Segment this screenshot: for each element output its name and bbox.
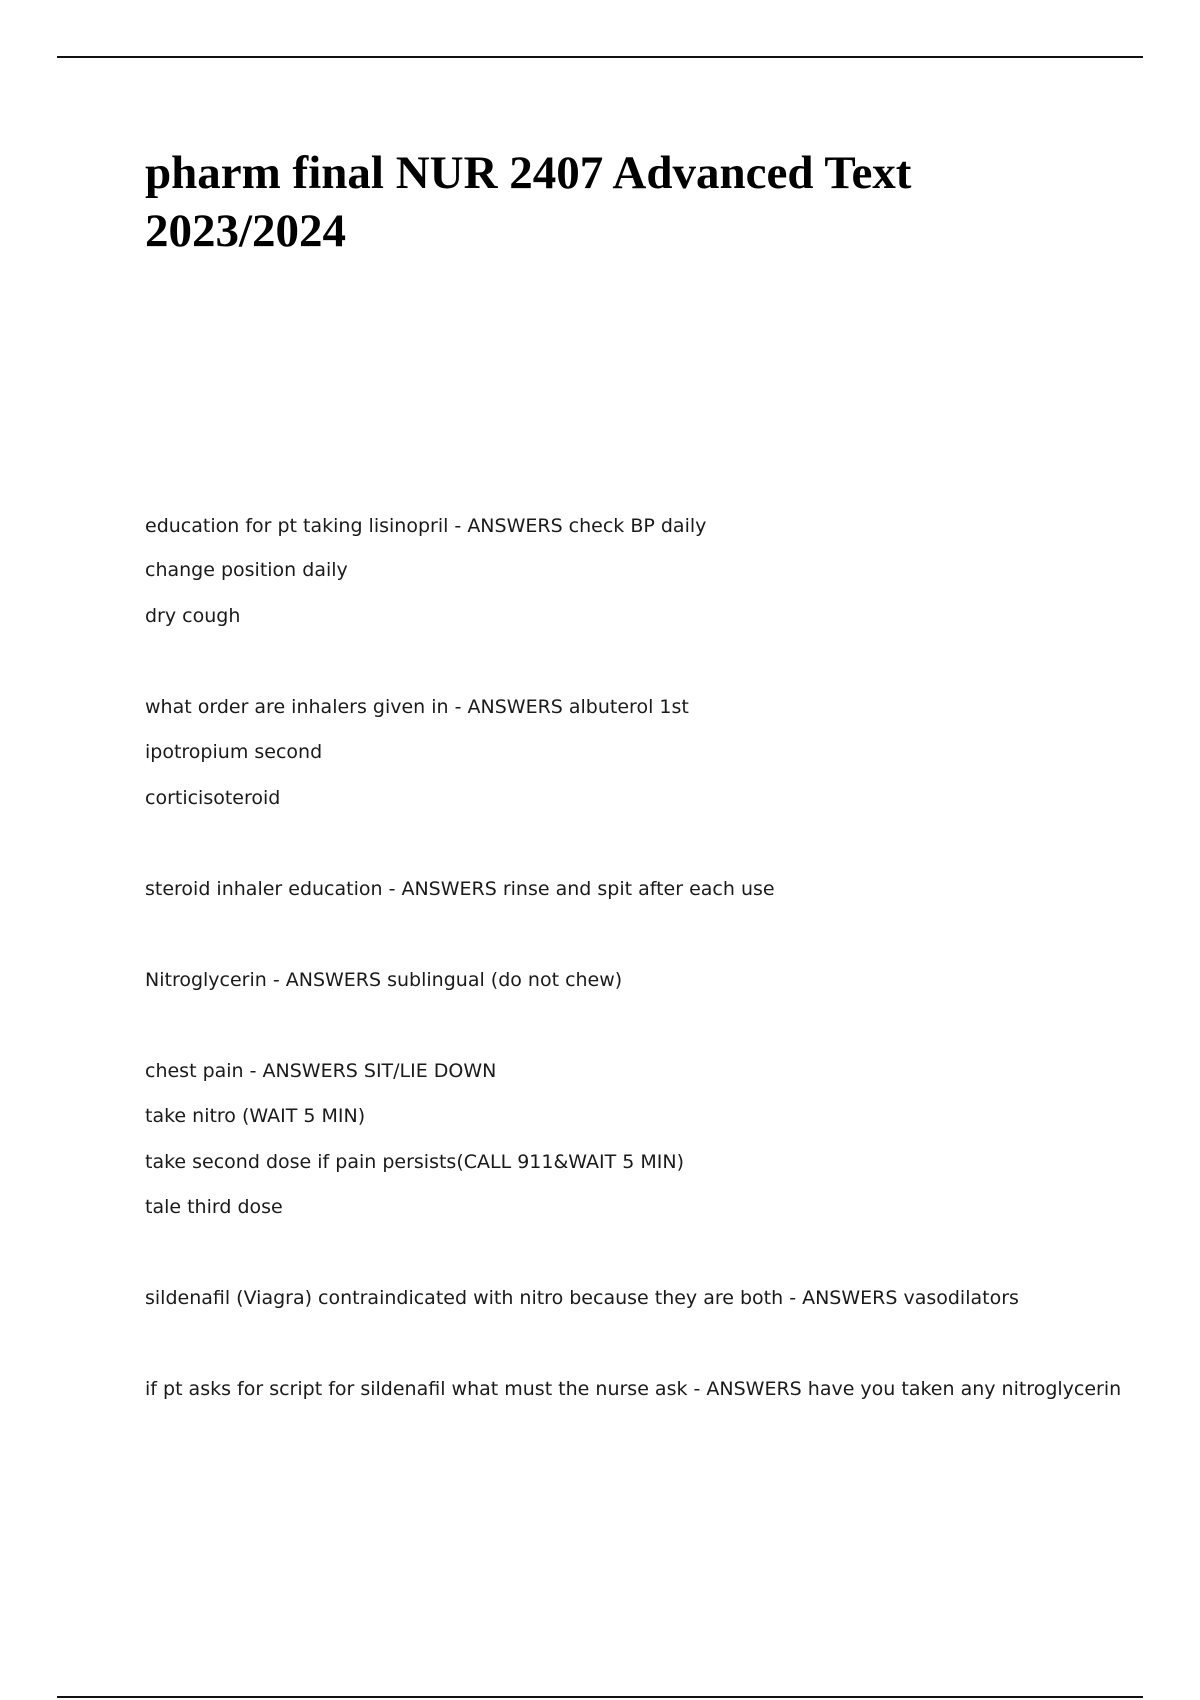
page-title: pharm final NUR 2407 Advanced Text 2023/2024 bbox=[145, 147, 912, 257]
list-item: take second dose if pain persists(CALL 911&WAIT 5 MIN) bbox=[145, 1151, 685, 1173]
top-rule bbox=[57, 56, 1143, 58]
list-item: tale third dose bbox=[145, 1196, 283, 1218]
list-item: ipotropium second bbox=[145, 741, 323, 763]
list-item: change position daily bbox=[145, 559, 348, 581]
list-item: corticisoteroid bbox=[145, 787, 281, 809]
list-item: if pt asks for script for sildenafil what must the nurse ask - ANSWERS have you taken any nitroglycerin bbox=[145, 1378, 1122, 1400]
list-item: dry cough bbox=[145, 605, 241, 627]
list-item: sildenafil (Viagra) contraindicated with nitro because they are both - ANSWERS vasodilators bbox=[145, 1287, 1019, 1309]
list-item: chest pain - ANSWERS SIT/LIE DOWN bbox=[145, 1060, 497, 1082]
list-item: education for pt taking lisinopril - ANSWERS check BP daily bbox=[145, 515, 707, 537]
list-item: take nitro (WAIT 5 MIN) bbox=[145, 1105, 366, 1127]
bottom-rule bbox=[57, 1696, 1143, 1698]
list-item: steroid inhaler education - ANSWERS rinse and spit after each use bbox=[145, 878, 775, 900]
list-item: Nitroglycerin - ANSWERS sublingual (do not chew) bbox=[145, 969, 623, 991]
list-item: what order are inhalers given in - ANSWERS albuterol 1st bbox=[145, 696, 689, 718]
